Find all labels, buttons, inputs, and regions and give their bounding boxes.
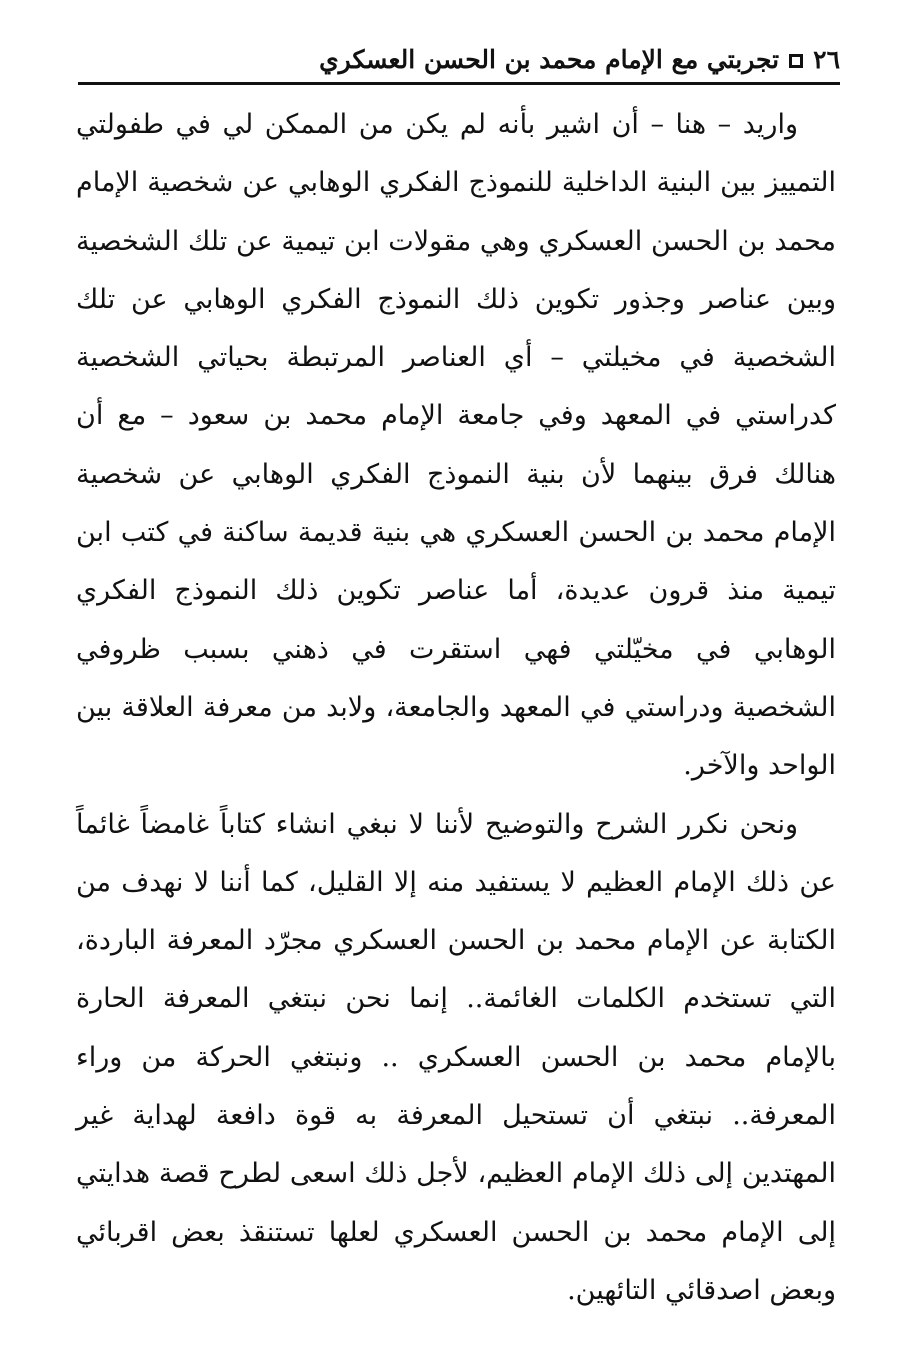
paragraph-1: واريد – هنا – أن اشير بأنه لم يكن من الممكن لي في طفولتي التمييز بين البنية الداخلية للنموذج الفكري الوهابي عن شخصية الإمام محمد بن الحسن العسكري وهي مقولات ابن تيمية عن تلك الشخصية وبين عناصر وجذور تكوين ذلك النموذج الفكري الوهابي عن تلك الشخصية في مخيلتي – أي العناصر المرتبطة بحياتي الشخصية كدراستي في المعهد وفي جامعة الإمام محمد بن سعود – مع أن هنالك فرق بينهما لأن بنية النموذج الفكري الوهابي عن شخصية الإمام محمد بن الحسن العسكري هي بنية قديمة ساكنة في كتب ابن تيمية منذ قرون عديدة، أما عناصر تكوين ذلك النموذج الفكري الوهابي في مخيّلتي فهي استقرت في ذهني بسبب ظروفي الشخصية ودراستي في المعهد والجامعة، ولابد من معرفة العلاقة بين الواحد والآخر. [76, 109, 837, 782]
header-box-ornament [789, 54, 803, 68]
body-text [76, 96, 836, 1320]
running-header-title: تجربتي مع الإمام محمد بن الحسن العسكري [319, 44, 780, 74]
paragraph-2: ونحن نكرر الشرح والتوضيح لأننا لا نبغي انشاء كتاباً غامضاً غائماً عن ذلك الإمام العظيم لا يستفيد منه إلا القليل، كما أننا لا نهدف من الكتابة عن الإمام محمد بن الحسن العسكري مجرّد المعرفة الباردة، التي تستخدم الكلمات الغائمة.. إنما نحن نبتغي المعرفة الحارة بالإمام محمد بن الحسن العسكري .. ونبتغي الحركة من وراء المعرفة.. نبتغي أن تستحيل المعرفة به قوة دافعة لهداية غير المهتدين إلى ذلك الإمام العظيم، لأجل ذلك اسعى لطرح قصة هدايتي إلى الإمام محمد بن الحسن العسكري لعلها تستنقذ بعض اقربائي وبعض اصدقائي التائهين. [76, 808, 836, 1306]
page-number: ٢٦ [813, 44, 840, 74]
running-header [292, 38, 840, 80]
header-rule [78, 82, 840, 85]
